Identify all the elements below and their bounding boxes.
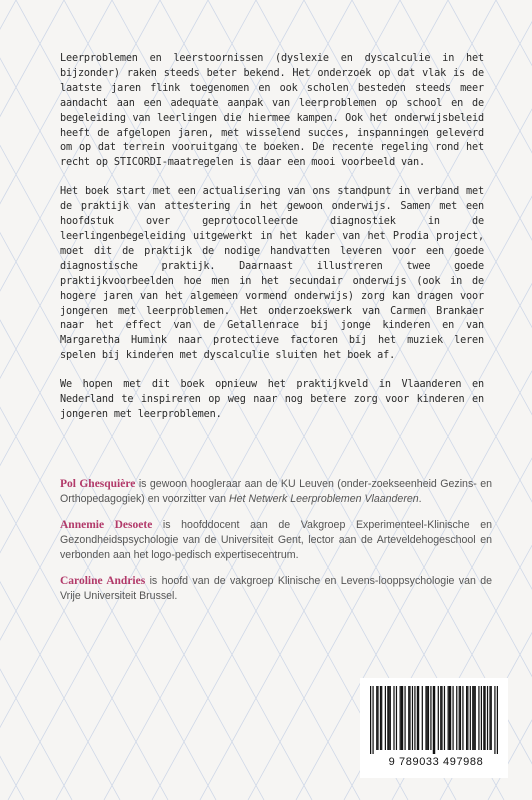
paragraph-closing: We hopen met dit boek opnieuw het praktijkveld in Vlaanderen en Nederland te inspireren op weg naar nog betere zorg voor kinderen en jongeren met leerproblemen. xyxy=(60,379,484,420)
paragraph-intro: Leerproblemen en leerstoornissen (dyslexie en dyscalculie in het bijzonder) raken steeds beter bekend. Het onderzoek op dat vlak is de laatste jaren flink toegenomen en ook scholen besteden steeds meer aandacht aan een adequate aanpak van leerproblemen op school en de begeleiding van leerlingen die hiermee kampen. Ook het onderwijsbeleid heeft de afgelopen jaren, met wisselend succes, inspanningen geleverd om op dat terrein vooruitgang te boeken. De recente regeling rond het recht op STICORDI-maatregelen is daar een mooi voorbeeld van. xyxy=(60,53,484,169)
author-bio-desoete xyxy=(60,518,492,563)
author-name: Pol Ghesquière xyxy=(60,478,136,490)
author-description: is gewoon hoogleraar aan de KU Leuven (onder-zoekseenheid Gezins- en Orthopedagogiek) en voorzitter van xyxy=(60,478,493,505)
isbn-number: 9 789033 497988 xyxy=(388,756,484,768)
author-bio-ghesquiere: Pol Ghesquière is gewoon hoogleraar aan de KU Leuven (onder-zoekseenheid Gezins- en Orthopedagogiek) en voorzitter van Het Netwerk Leerproblemen Vlaanderen. xyxy=(60,478,493,505)
author-bio-andries xyxy=(60,574,492,604)
author-bios xyxy=(60,477,492,615)
network-name: Het Netwerk Leerproblemen Vlaanderen xyxy=(229,493,419,505)
author-description: is hoofddocent aan de Vakgroep Experimenteel-Klinische en Gezondheidspsychologie van de Universiteit Gent, lector aan de Arteveldehogeschool en verbonden aan het logo-pedisch expertisecentrum. xyxy=(60,519,492,561)
author-name: Caroline Andries xyxy=(60,575,146,587)
barcode-bars xyxy=(370,686,498,754)
blurb-text xyxy=(60,52,484,437)
paragraph-contents: Het boek start met een actualisering van ons standpunt in verband met de praktijk van attestering in het gewoon onderwijs. Samen met een hoofdstuk over geprotocolleerde diagnostiek in de leerlingenbegeleiding uitgewerkt in het kader van het Prodia project, moet dit de praktijk de nodige handvatten leveren voor een goede diagnostische praktijk. Daarnaast illustreren twee goede praktijkvoorbeelden hoe men in het secundair onderwijs (ook in de hogere jaren van het algemeen vormend onderwijs) zorg kan dragen voor jongeren met leerproblemen. Het onderzoekswerk van Carmen Brankaer naar het effect van de Getallenrace bij jonge kinderen en van Margaretha Humink naar protectieve factoren bij het muziek leren spelen bij kinderen met dyscalculie sluiten het boek af. xyxy=(60,186,484,362)
author-description: is hoofd van de vakgroep Klinische en Levens-looppsychologie van de Vrije Universiteit Brussel. xyxy=(60,575,492,602)
author-name: Annemie Desoete xyxy=(60,519,153,531)
isbn-barcode xyxy=(360,678,508,778)
